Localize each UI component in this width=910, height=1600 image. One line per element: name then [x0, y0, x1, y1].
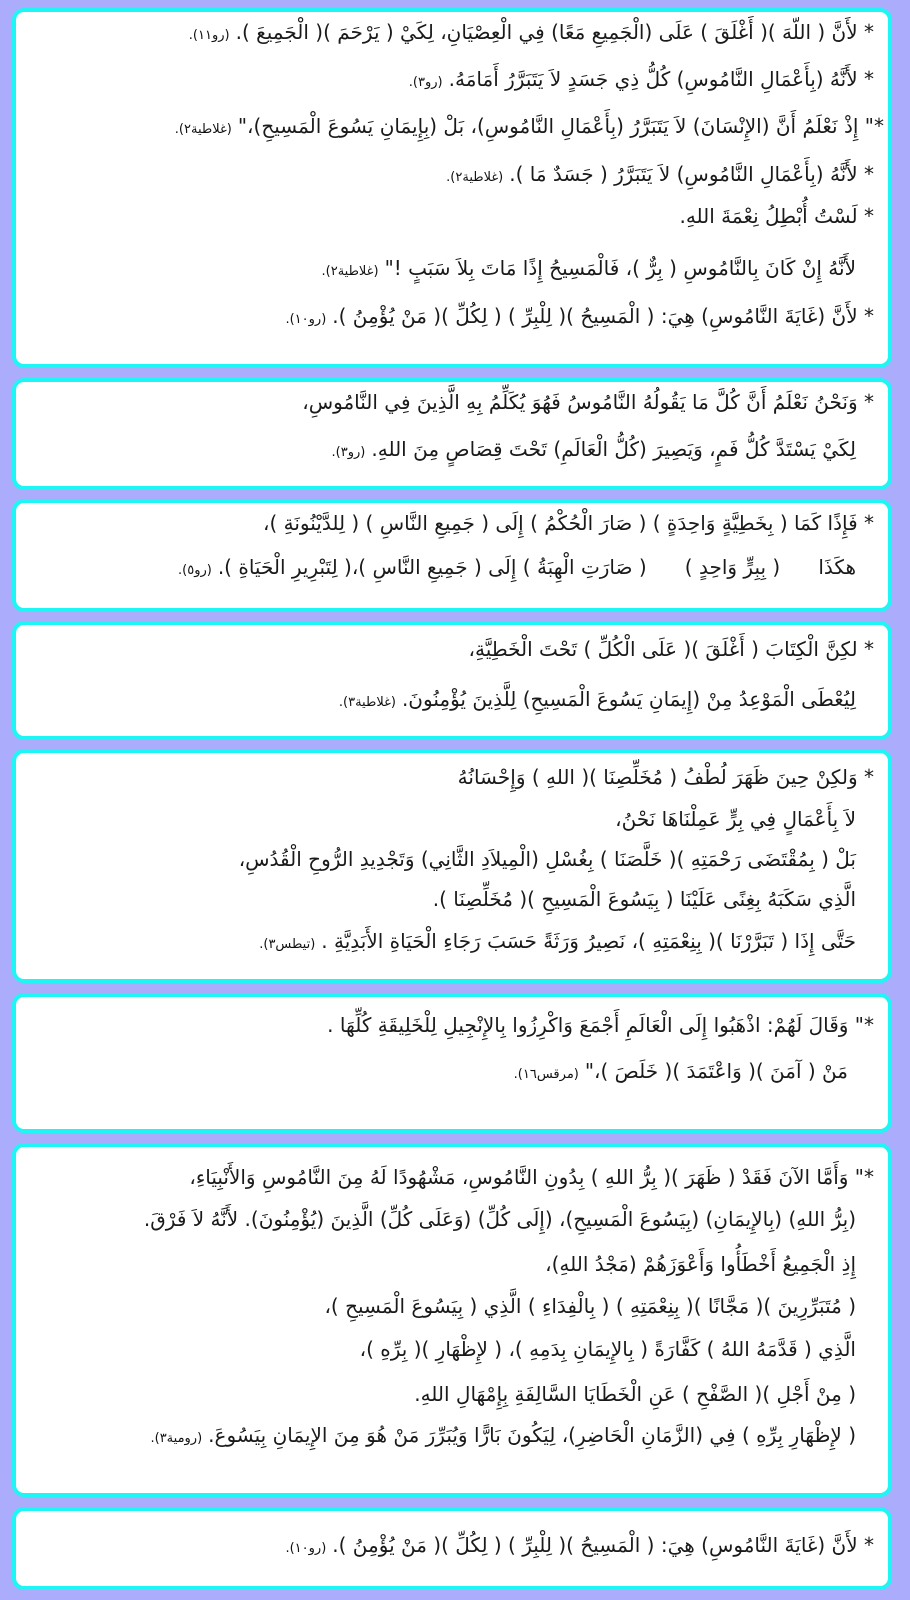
verse-panel-2: [12, 378, 892, 490]
verse-panel-8: [12, 1507, 892, 1590]
verse-line: [257, 511, 874, 535]
verse-text: الَّذِي ( قَدَّمَهُ اللهُ ) كَفَّارَةً ( بِالإِيمَانِ بِدَمِهِ )، ( لإِظْهَارِ )( بِرِّهِ )،: [359, 1337, 856, 1361]
verse-line: [183, 1165, 874, 1189]
verse-line: [259, 929, 856, 953]
verse-reference: (تيطس٣).: [259, 937, 316, 952]
verse-line: [138, 1207, 856, 1231]
verse-reference: (رو١٠).: [285, 312, 327, 327]
verse-line: [178, 555, 856, 579]
verse-reference: (رو١١).: [188, 28, 230, 43]
verse-text: * لأَنَّ (غَايَةَ النَّامُوسِ) هِيَ: ( الْمَسِيحُ )( لِلْبِرِّ ) ( لِكُلِّ )( مَنْ يُؤْمِنُ ).: [332, 304, 874, 328]
verse-line: [175, 114, 884, 138]
verse-text: ( مِنْ أَجْلِ )( الصَّفْحِ ) عَنِ الْخَطَايَا السَّالِفَةِ بِإِمْهَالِ اللهِ.: [414, 1382, 856, 1406]
verse-line: [609, 807, 856, 831]
verse-line: [150, 1423, 856, 1447]
verse-line: [332, 437, 856, 461]
verse-text: لأَنَّهُ إِنْ كَانَ بِالنَّامُوسِ ( بِرٌّ )، فَالْمَسِيحُ إِذًا مَاتَ بِلاَ سَبَبٍ !": [384, 256, 856, 280]
verse-line: [673, 204, 874, 228]
verse-line: [285, 1533, 874, 1557]
verse-line: [409, 67, 874, 91]
verse-reference: (غلاطية٢).: [446, 170, 504, 185]
verse-text: *" إِذْ نَعْلَمُ أَنَّ (الإِنْسَانَ) لاَ يَتَبَرَّرُ (بِأَعْمَالِ النَّامُوسِ)، بَلْ (بِإِيمَانِ يَسُوعَ الْمَسِيحِ)،": [237, 114, 884, 138]
verse-line: [321, 256, 856, 280]
verse-text: * لكِنَّ الْكِتَابَ ( أَغْلَقَ )( عَلَى الْكُلِّ ) تَحْتَ الْخَطِيَّةِ،: [468, 637, 874, 661]
verse-panel-5: [12, 749, 892, 983]
verse-reference: (غلاطية٢).: [174, 122, 232, 137]
verse-text: * وَلكِنْ حِينَ ظَهَرَ لُطْفُ ( مُخَلِّصِنَا )( اللهِ ) وَإِحْسَانُهُ: [457, 765, 874, 789]
verse-reference: (غلاطية٣).: [338, 695, 396, 710]
verse-text: * لأَنَّهُ (بِأَعْمَالِ النَّامُوسِ) كُلُّ ذِي جَسَدٍ لاَ يَتَبَرَّرُ أَمَامَهُ.: [448, 67, 874, 91]
verse-reference: (رو٥).: [177, 563, 212, 578]
verse-line: [318, 1294, 856, 1318]
verse-text: * لأَنَّهُ (بِأَعْمَالِ النَّامُوسِ) لاَ يَتَبَرَّرُ ( جَسَدٌ مَا ).: [509, 162, 874, 186]
verse-reference: (رو١٠).: [285, 1541, 327, 1556]
verse-line: [463, 637, 874, 661]
verse-text: *" وَأَمَّا الآنَ فَقَدْ ( ظَهَرَ )( بِرُّ اللهِ ) بِدُونِ النَّامُوسِ، مَشْهُودًا لَهُ مِنَ النَّامُوسِ وَالأَنْبِيَاءِ،: [189, 1165, 874, 1189]
verse-line: [285, 304, 874, 328]
verse-text: * وَنَحْنُ نَعْلَمُ أَنَّ كُلَّ مَا يَقُولُهُ النَّامُوسُ فَهُوَ يُكَلِّمُ بِهِ الَّذِينَ فِي النَّامُوسِ،: [302, 390, 874, 414]
verse-line: [408, 1382, 856, 1406]
verse-line: [539, 1252, 856, 1276]
verse-reference: (غلاطية٢).: [321, 264, 379, 279]
verse-text: لِكَيْ يَسْتَدَّ كُلُّ فَمٍ، وَيَصِيرَ (كُلُّ الْعَالَمِ) تَحْتَ قِصَاصٍ مِنَ اللهِ.: [371, 437, 856, 461]
verse-reference: (رو٣).: [408, 75, 443, 90]
verse-text: * فَإِذًا كَمَا ( بِخَطِيَّةٍ وَاحِدَةٍ ) ( صَارَ الْحُكْمُ ) إِلَى ( جَمِيعِ النَّاسِ ) ( لِلدَّيْنُونَةِ )،: [262, 511, 874, 535]
verse-panel-6: [12, 993, 892, 1133]
verse-text: هكَذَا ( بِبِرٍّ وَاحِدٍ ) ( صَارَتِ الْهِبَةُ ) إِلَى ( جَمِيعِ النَّاسِ )،( لِتَبْرِيرِ الْحَيَاةِ ).: [217, 555, 856, 579]
verse-text: * لأَنَّ (غَايَةَ النَّامُوسِ) هِيَ: ( الْمَسِيحُ )( لِلْبِرِّ ) ( لِكُلِّ )( مَنْ يُؤْمِنُ ).: [332, 1533, 874, 1557]
verse-line: [514, 1059, 848, 1083]
verse-text: بَلْ ( بِمُقْتَضَى رَحْمَتِهِ )( خَلَّصَنَا ) بِغُسْلِ (الْمِيلاَدِ الثَّانِي) وَتَجْدِيدِ الرُّوحِ الْقُدُسِ،: [238, 847, 856, 871]
verse-panel-1: [12, 8, 892, 368]
verse-text: ( مُتَبَرِّرِينَ )( مَجَّانًا )( بِنِعْمَتِهِ ) ( بِالْفِدَاءِ ) الَّذِي ( بِيَسُوعَ الْمَسِيحِ )،: [324, 1294, 856, 1318]
verse-text: مَنْ ( آمَنَ )( وَاعْتَمَدَ )( خَلَصَ )،": [584, 1059, 848, 1083]
verse-text: ( لإِظْهَارِ بِرِّهِ ) فِي (الزَّمَانِ الْحَاضِرِ)، لِيَكُونَ بَارًّا وَيُبَرِّرَ مَنْ هُوَ مِنَ الإِيمَانِ بِيَسُوعَ.: [208, 1423, 856, 1447]
verse-text: * لَسْتُ أُبْطِلُ نِعْمَةَ اللهِ.: [679, 204, 874, 228]
verse-reference: (رومية٣).: [150, 1431, 203, 1446]
verse-line: [321, 1013, 874, 1037]
verse-text: (بِرُّ اللهِ) (بِالإِيمَانِ) (بِيَسُوعَ الْمَسِيحِ)، (إِلَى كُلِّ) (وَعَلَى كُلِّ) الَّذِينَ (يُؤْمِنُونَ). لأَنَّهُ لاَ فَرْقَ.: [143, 1207, 856, 1231]
verse-text: حَتَّى إِذَا ( تَبَرَّرْنَا )( بِنِعْمَتِهِ )، نَصِيرُ وَرَثَةً حَسَبَ رَجَاءِ الْحَيَاةِ الأَبَدِيَّةِ .: [321, 929, 856, 953]
verse-line: [452, 765, 874, 789]
verse-panel-4: [12, 621, 892, 740]
verse-reference: (مرقس١٦).: [513, 1067, 579, 1082]
verse-text: لاَ بِأَعْمَالٍ فِي بِرٍّ عَمِلْنَاهَا نَحْنُ،: [615, 807, 856, 831]
verse-reference: (رو٣).: [331, 445, 366, 460]
verse-line: [296, 390, 874, 414]
verse-line: [189, 20, 874, 44]
verse-panel-7: [12, 1143, 892, 1497]
verse-text: لِيُعْطَى الْمَوْعِدُ مِنْ (إِيمَانِ يَسُوعَ الْمَسِيحِ) لِلَّذِينَ يُؤْمِنُونَ.: [401, 687, 856, 711]
verse-line: [233, 847, 856, 871]
verse-line: [354, 1337, 856, 1361]
verse-text: الَّذِي سَكَبَهُ بِغِنًى عَلَيْنَا ( بِيَسُوعَ الْمَسِيحِ )( مُخَلِّصِنَا ).: [432, 887, 856, 911]
verse-text: إِذِ الْجَمِيعُ أَخْطَأُوا وَأَعْوَزَهُمْ (مَجْدُ اللهِ)،: [545, 1252, 856, 1276]
verse-text: * لأَنَّ ( اللّهَ )( أَغْلَقَ ) عَلَى (الْجَمِيعِ مَعًا) فِي الْعِصْيَانِ، لِكَيْ ( يَرْحَمَ )( الْجَمِيعَ ).: [235, 20, 874, 44]
verse-panel-3: [12, 499, 892, 612]
verse-line: [427, 887, 856, 911]
verse-text: *" وَقَالَ لَهُمْ: اذْهَبُوا إِلَى الْعَالَمِ أَجْمَعَ وَاكْرِزُوا بِالإِنْجِيلِ لِلْخَلِيقَةِ كُلِّهَا .: [327, 1013, 874, 1037]
verse-line: [446, 162, 874, 186]
verse-line: [339, 687, 856, 711]
